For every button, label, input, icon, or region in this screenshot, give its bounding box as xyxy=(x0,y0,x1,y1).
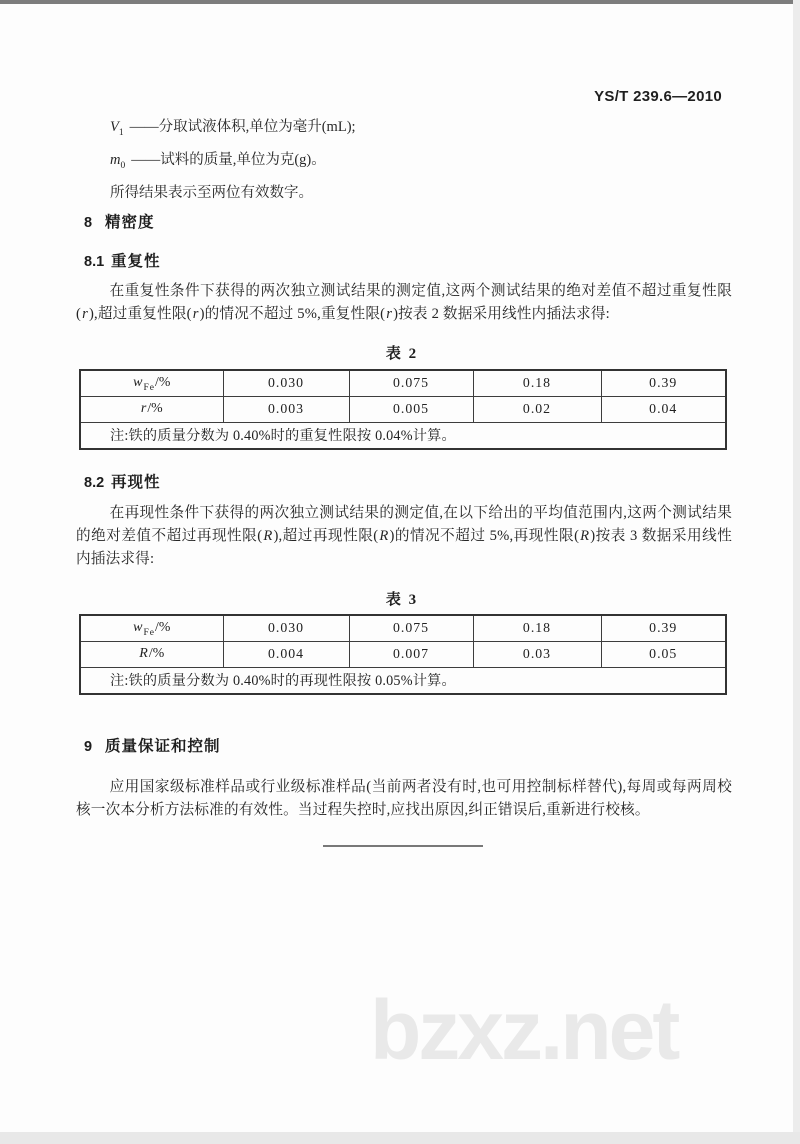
definition-m0-text: ——试料的质量,单位为克(g)。 xyxy=(131,151,326,168)
variable-r: r xyxy=(192,306,199,322)
watermark-text: bzxz.net xyxy=(370,983,678,1077)
section-8-1-heading xyxy=(84,249,161,271)
scan-edge-bottom xyxy=(0,1132,800,1144)
table-cell: 0.03 xyxy=(473,641,601,667)
scan-edge-right xyxy=(793,0,800,1144)
section-8-2-title: 再现性 xyxy=(111,474,161,491)
table-cell: 0.075 xyxy=(349,615,473,641)
variable-r: r xyxy=(386,306,393,322)
result-significant-digits-note: 所得结果表示至两位有效数字。 xyxy=(110,184,313,201)
table-2-caption: 表 2 xyxy=(385,346,419,362)
section-8-title: 精密度 xyxy=(105,214,155,231)
table-row xyxy=(80,370,726,396)
variable-R: R xyxy=(379,528,389,544)
variable-R: R xyxy=(263,528,273,544)
table-3-row-label-R: R/% xyxy=(80,641,223,667)
table-cell: 0.030 xyxy=(223,370,349,396)
document-number-header: YS/T 239.6—2010 xyxy=(594,88,722,105)
table-note-row xyxy=(80,667,726,694)
table-cell: 0.39 xyxy=(601,615,726,641)
table-cell: 0.030 xyxy=(223,615,349,641)
reproducibility-paragraph: 在再现性条件下获得的两次独立测试结果的测定值,在以下给出的平均值范围内,这两个测试结果的绝对差值不超过再现性限(R),超过再现性限(R)的情况不超过 5%,再现性限(R)按表 3 数据采用线性内插法求得: xyxy=(76,505,733,567)
section-8-1-number: 8.1 xyxy=(84,254,105,270)
table-row xyxy=(80,396,726,422)
table-cell: 0.18 xyxy=(473,370,601,396)
table-cell: 0.005 xyxy=(349,396,473,422)
table-cell: 0.39 xyxy=(601,370,726,396)
table-row xyxy=(80,615,726,641)
table-3-note: 注:铁的质量分数为 0.40%时的再现性限按 0.05%计算。 xyxy=(80,667,726,694)
definition-m0 xyxy=(110,147,356,180)
symbol-m0: $m_0$ xyxy=(110,151,126,171)
table-cell: 0.003 xyxy=(223,396,349,422)
variable-r: r xyxy=(82,306,88,322)
definition-v1 xyxy=(110,114,356,147)
scan-edge-top xyxy=(0,0,793,4)
table-2-row-label-r: r/% xyxy=(80,396,223,422)
repeatability-paragraph: 在重复性条件下获得的两次独立测试结果的测定值,这两个测试结果的绝对差值不超过重复性限(r),超过重复性限(r)的情况不超过 5%,重复性限(r)按表 2 数据采用线性内插法求得: xyxy=(76,283,732,322)
variable-R: R xyxy=(580,528,590,544)
symbol-v1: $V_1$ xyxy=(110,119,124,138)
table-cell: 0.02 xyxy=(473,396,601,422)
table-2-row-label-wfe: $w_{Fe}/\%$ xyxy=(80,370,223,396)
definition-v1-text: ——分取试液体积,单位为毫升(mL); xyxy=(129,119,356,135)
section-8-2-heading xyxy=(84,470,161,492)
table-cell: 0.004 xyxy=(223,641,349,667)
table-note-row xyxy=(80,422,726,449)
symbol-definitions xyxy=(110,114,356,207)
section-8-number: 8 xyxy=(84,215,93,231)
table-3 xyxy=(79,614,727,695)
quality-assurance-paragraph: 应用国家级标准样品或行业级标准样品(当前两者没有时,也可用控制标样替代),每周或每两周校核一次本分析方法标准的有效性。当过程失控时,应找出原因,纠正错误后,重新进行校核。 xyxy=(76,779,732,818)
table-2-note: 注:铁的质量分数为 0.40%时的重复性限按 0.04%计算。 xyxy=(80,422,726,449)
section-9-heading xyxy=(84,734,221,756)
table-cell: 0.18 xyxy=(473,615,601,641)
table-cell: 0.05 xyxy=(601,641,726,667)
section-9-number: 9 xyxy=(84,739,93,755)
table-3-caption: 表 3 xyxy=(385,592,419,608)
document-end-rule xyxy=(323,845,483,847)
table-cell: 0.007 xyxy=(349,641,473,667)
table-2 xyxy=(79,369,727,450)
table-cell: 0.075 xyxy=(349,370,473,396)
section-8-1-title: 重复性 xyxy=(111,253,161,270)
table-3-row-label-wfe: $w_{Fe}/\%$ xyxy=(80,615,223,641)
section-8-2-number: 8.2 xyxy=(84,475,105,491)
section-8-heading xyxy=(84,210,155,232)
table-cell: 0.04 xyxy=(601,396,726,422)
table-row xyxy=(80,641,726,667)
section-9-title: 质量保证和控制 xyxy=(105,738,221,755)
